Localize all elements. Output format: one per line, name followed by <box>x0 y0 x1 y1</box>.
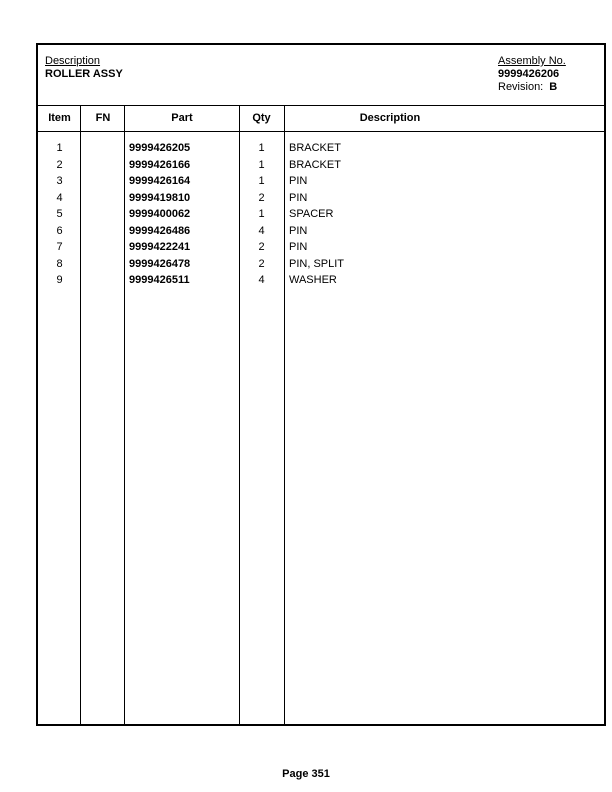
table-row <box>38 272 604 289</box>
item-cell: 2 <box>56 158 63 171</box>
table-row <box>38 157 604 174</box>
description-cell: SPACER <box>289 208 334 220</box>
table-row <box>38 256 604 273</box>
item-cell: 4 <box>56 191 63 204</box>
item-cell: 1 <box>56 142 63 154</box>
description-cell: PIN <box>289 224 308 237</box>
column-header-item: Item <box>48 112 71 124</box>
assembly-description: ROLLER ASSY <box>45 68 123 80</box>
parts-list-sheet <box>36 43 606 726</box>
qty-cell: 1 <box>258 142 265 154</box>
qty-cell: 1 <box>258 208 265 220</box>
description-cell: PIN <box>289 191 308 204</box>
description-cell: WASHER <box>289 274 337 286</box>
assembly-block <box>498 55 566 94</box>
description-label: Description <box>45 55 101 67</box>
part-cell: 9999426486 <box>129 224 191 237</box>
item-cell: 9 <box>56 274 63 286</box>
part-cell: 9999419810 <box>129 191 191 204</box>
revision-line <box>498 81 566 94</box>
part-cell: 9999426166 <box>129 158 191 171</box>
table-row <box>38 190 604 207</box>
assembly-header <box>38 45 604 106</box>
table-row <box>38 206 604 223</box>
part-cell: 9999426478 <box>129 257 191 270</box>
qty-cell: 2 <box>258 191 265 204</box>
column-header-fn: FN <box>95 112 111 124</box>
item-cell: 3 <box>56 175 63 187</box>
column-header-qty: Qty <box>252 112 271 124</box>
column-header-description: Description <box>359 112 421 124</box>
table-row <box>38 173 604 190</box>
qty-cell: 2 <box>258 241 265 253</box>
qty-cell: 1 <box>258 158 265 171</box>
qty-cell: 2 <box>258 257 265 270</box>
qty-cell: 4 <box>258 224 265 237</box>
column-header-row <box>38 105 604 132</box>
part-cell: 9999400062 <box>129 208 191 220</box>
column-header-part: Part <box>171 112 193 124</box>
description-cell: BRACKET <box>289 142 341 154</box>
part-cell: 9999426205 <box>129 142 191 154</box>
table-row <box>38 223 604 240</box>
part-cell: 9999426164 <box>129 175 191 187</box>
revision-label: Revision: <box>498 81 544 93</box>
description-cell: PIN <box>289 241 308 253</box>
assembly-number: 9999426206 <box>498 68 560 80</box>
item-cell: 5 <box>56 208 63 220</box>
qty-cell: 4 <box>258 274 265 286</box>
revision-value: B <box>549 81 558 93</box>
description-cell: PIN <box>289 175 308 187</box>
description-block <box>45 55 123 81</box>
item-cell: 7 <box>56 241 63 253</box>
table-row <box>38 239 604 256</box>
table-row <box>38 140 604 157</box>
item-cell: 8 <box>56 257 63 270</box>
part-cell: 9999422241 <box>129 241 191 253</box>
qty-cell: 1 <box>258 175 265 187</box>
parts-table-body <box>38 140 604 289</box>
description-cell: PIN, SPLIT <box>289 257 345 270</box>
part-cell: 9999426511 <box>129 274 190 286</box>
description-cell: BRACKET <box>289 158 341 171</box>
page-number: Page 351 <box>282 768 330 780</box>
assembly-label: Assembly No. <box>498 55 566 67</box>
item-cell: 6 <box>56 224 63 237</box>
